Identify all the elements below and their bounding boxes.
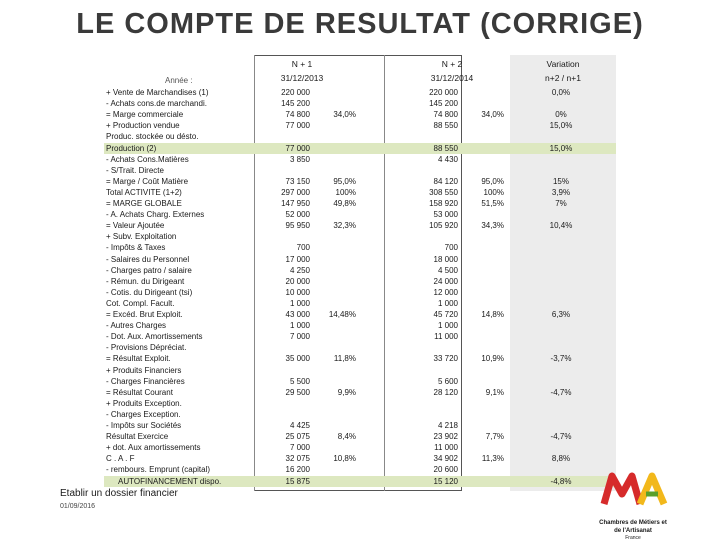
- table-row: [104, 398, 616, 409]
- table-row: [104, 165, 616, 176]
- cell-p2: 51,5%: [481, 199, 504, 208]
- cell-label: - Achats cons.de marchandi.: [106, 99, 207, 109]
- cell-label: Produc. stockée ou désto.: [106, 132, 199, 142]
- cell-label: Production (2): [106, 143, 157, 153]
- table-row: [104, 120, 616, 131]
- cell-vr: 15,0%: [549, 121, 573, 131]
- cell-p2: 34,0%: [481, 110, 504, 120]
- cell-p1: 10,8%: [333, 454, 356, 464]
- cell-v1: 32 075: [285, 454, 310, 464]
- cell-v1: 1 000: [289, 298, 310, 308]
- cell-v1: 16 200: [285, 465, 310, 475]
- header-variation: Variation: [546, 59, 580, 69]
- table-row: [104, 287, 616, 298]
- cell-p1: 11,8%: [333, 354, 356, 364]
- table-row: [104, 220, 616, 231]
- table-row: [104, 298, 616, 309]
- cell-p1: 9,9%: [337, 387, 356, 397]
- table-row: [104, 420, 616, 431]
- table-row: [104, 320, 616, 331]
- table-row: [104, 387, 616, 398]
- cell-label: - Rémun. du Dirigeant: [106, 276, 185, 286]
- cell-label: - Achats Cons.Matières: [106, 154, 189, 164]
- cell-v1: 1 000: [289, 321, 310, 331]
- header-n1: N + 1: [291, 59, 313, 69]
- cell-label: = Résultat Courant: [106, 387, 173, 397]
- table-row: [104, 331, 616, 342]
- cell-vr: 6,3%: [551, 310, 571, 319]
- cell-label: = MARGE GLOBALE: [106, 199, 182, 208]
- cell-label: + Subv. Exploitation: [106, 232, 177, 242]
- cell-v2: 5 600: [437, 376, 458, 386]
- cell-v2: 33 720: [433, 354, 458, 364]
- cell-label: = Marge / Coût Matière: [106, 176, 189, 186]
- cell-vr: -4,7%: [550, 432, 572, 442]
- cell-label: - A. Achats Charg. Externes: [106, 210, 205, 220]
- table-row: [104, 209, 616, 220]
- cell-label: - Charges patro / salaire: [106, 265, 192, 275]
- cell-v1: 29 500: [285, 387, 310, 397]
- cell-v2: 4 430: [437, 154, 458, 164]
- cell-v2: 308 550: [429, 187, 458, 197]
- cell-v2: 45 720: [433, 310, 458, 319]
- cell-v2: 28 120: [433, 387, 458, 397]
- cell-p2: 95,0%: [481, 176, 504, 186]
- cell-v1: 3 850: [289, 154, 310, 164]
- table-row: [104, 254, 616, 265]
- table-row: [104, 276, 616, 287]
- cell-v2: 1 000: [437, 321, 458, 331]
- header-date-2: 31/12/2014: [430, 73, 474, 83]
- cell-v1: 25 075: [285, 432, 310, 442]
- cell-v1: 15 875: [285, 476, 310, 486]
- cell-v2: 34 902: [433, 454, 458, 464]
- cell-vr: 15,0%: [549, 143, 573, 153]
- cell-p1: 34,0%: [333, 110, 356, 120]
- cell-v2: 15 120: [433, 476, 458, 486]
- cell-p1: 14,48%: [328, 310, 356, 319]
- cell-p2: 100%: [483, 187, 504, 197]
- cell-v2: 53 000: [433, 210, 458, 220]
- cell-p2: 7,7%: [485, 432, 504, 442]
- table-row: [104, 154, 616, 165]
- table-row: [104, 453, 616, 464]
- cell-v1: 220 000: [281, 88, 310, 97]
- header-n2: N + 2: [441, 59, 463, 69]
- cell-label: - S/Trait. Directe: [106, 165, 164, 175]
- cell-vr: 7%: [555, 199, 567, 208]
- logo-m-shape: [604, 476, 640, 504]
- cell-v1: 147 950: [281, 199, 310, 208]
- table-row: [104, 87, 616, 98]
- logo-caption: Chambres de Métiers et de l'Artisanat: [599, 520, 667, 534]
- cell-v1: 5 500: [289, 376, 310, 386]
- cell-p1: 100%: [335, 187, 356, 197]
- cell-label: = Valeur Ajoutée: [106, 221, 165, 231]
- cell-label: C . A . F: [106, 454, 135, 464]
- cell-v2: 74 800: [433, 110, 458, 120]
- cell-v1: 17 000: [285, 254, 310, 264]
- cell-v2: 23 902: [433, 432, 458, 442]
- logo-sub: France: [625, 535, 641, 541]
- cell-label: AUTOFINANCEMENT dispo.: [118, 476, 222, 486]
- cell-v2: 84 120: [433, 176, 458, 186]
- cell-v1: 74 800: [285, 110, 310, 120]
- cell-label: Cot. Compl. Facult.: [106, 298, 175, 308]
- cell-v1: 7 000: [289, 332, 310, 342]
- cell-label: Total ACTIVITE (1+2): [106, 187, 182, 197]
- cell-p1: 32,3%: [333, 221, 356, 231]
- table-row: [104, 476, 616, 487]
- table-row: [104, 376, 616, 387]
- cell-v1: 700: [296, 243, 310, 253]
- cell-p2: 9,1%: [485, 387, 504, 397]
- cell-label: = Marge commerciale: [106, 110, 184, 120]
- table-row: [104, 309, 616, 320]
- cell-v1: 4 425: [289, 421, 310, 430]
- table-row: [104, 131, 616, 142]
- cell-v1: 43 000: [285, 310, 310, 319]
- cell-vr: -4,8%: [550, 476, 572, 486]
- cell-v1: 77 000: [285, 121, 310, 131]
- cell-v1: 95 950: [285, 221, 310, 231]
- cell-label: - Autres Charges: [106, 321, 167, 331]
- cell-label: + Produits Financiers: [106, 365, 182, 375]
- cell-v2: 12 000: [433, 287, 458, 297]
- cell-label: - Cotis. du Dirigeant (tsi): [106, 287, 193, 297]
- cell-label: - Dot. Aux. Amortissements: [106, 332, 203, 342]
- cell-v1: 77 000: [285, 143, 310, 153]
- cell-p2: 10,9%: [481, 354, 504, 364]
- cell-label: - Charges Financières: [106, 376, 185, 386]
- cell-vr: 8,8%: [551, 454, 571, 464]
- cell-label: - Impôts sur Sociétés: [106, 421, 182, 430]
- cell-vr: -3,7%: [550, 354, 572, 364]
- table-row: [104, 109, 616, 120]
- cell-v1: 73 150: [285, 176, 310, 186]
- page-title: LE COMPTE DE RESULTAT (CORRIGE): [76, 8, 644, 40]
- table-row: [104, 176, 616, 187]
- cell-v1: 297 000: [281, 187, 310, 197]
- cell-p1: 8,4%: [337, 432, 356, 442]
- cell-label: + Produits Exception.: [106, 398, 182, 408]
- cell-v1: 35 000: [285, 354, 310, 364]
- cell-p2: 34,3%: [481, 221, 504, 231]
- cell-label: - rembours. Emprunt (capital): [106, 465, 211, 475]
- cell-v2: 105 920: [429, 221, 458, 231]
- cell-v2: 1 000: [437, 298, 458, 308]
- table-row: [104, 442, 616, 453]
- cell-v1: 145 200: [281, 99, 310, 109]
- cell-v2: 88 550: [433, 143, 458, 153]
- cell-v2: 4 500: [437, 265, 458, 275]
- cell-v2: 18 000: [433, 254, 458, 264]
- footer-date: 01/09/2016: [60, 503, 96, 510]
- cell-label: Résultat Exercice: [106, 432, 169, 442]
- cell-v2: 145 200: [429, 99, 458, 109]
- cell-label: = Excéd. Brut Exploit.: [106, 310, 183, 319]
- cma-logo: [596, 464, 670, 540]
- cell-vr: 0,0%: [551, 88, 571, 97]
- table-row: [104, 187, 616, 198]
- table-row: [104, 431, 616, 442]
- table-row: [104, 342, 616, 353]
- income-statement-table: [104, 55, 612, 491]
- cell-p2: 11,3%: [481, 454, 504, 464]
- logo-a-shape: [640, 476, 664, 504]
- table-row: [104, 464, 616, 475]
- table-row: [104, 365, 616, 376]
- cell-label: + Vente de Marchandises (1): [106, 88, 209, 97]
- cell-label: - Impôts & Taxes: [106, 243, 166, 253]
- cell-v2: 24 000: [433, 276, 458, 286]
- table-row: [104, 198, 616, 209]
- cell-label: - Provisions Dépréciat.: [106, 343, 187, 353]
- table-row: [104, 409, 616, 420]
- cma-logo-mark: [596, 464, 670, 514]
- header-var-formula: n+2 / n+1: [545, 73, 581, 83]
- table-row: [104, 98, 616, 109]
- cell-v1: 20 000: [285, 276, 310, 286]
- cell-v2: 11 000: [434, 443, 458, 453]
- cell-label: - Salaires du Personnel: [106, 254, 190, 264]
- cell-v2: 11 000: [434, 332, 458, 342]
- cell-p2: 14,8%: [481, 310, 504, 319]
- cell-v2: 4 218: [437, 421, 458, 430]
- cell-v2: 220 000: [429, 88, 458, 97]
- cell-v1: 52 000: [285, 210, 310, 220]
- header-date-1: 31/12/2013: [280, 73, 324, 83]
- table-row: [104, 143, 616, 154]
- cell-v2: 700: [444, 243, 458, 253]
- table-row: [104, 265, 616, 276]
- cell-v2: 20 600: [433, 465, 458, 475]
- table-row: [104, 353, 616, 364]
- cell-v1: 10 000: [285, 287, 310, 297]
- cell-label: - Charges Exception.: [106, 409, 181, 419]
- cell-label: + dot. Aux amortissements: [106, 443, 201, 453]
- cell-v1: 7 000: [289, 443, 310, 453]
- table-row: [104, 231, 616, 242]
- cell-vr: 10,4%: [549, 221, 573, 231]
- cell-v2: 158 920: [429, 199, 458, 208]
- cell-vr: 15%: [552, 176, 569, 186]
- cell-v1: 4 250: [289, 265, 310, 275]
- table-row: [104, 242, 616, 253]
- cell-vr: -4,7%: [550, 387, 572, 397]
- cell-label: + Production vendue: [106, 121, 180, 131]
- cell-label: = Résultat Exploit.: [106, 354, 171, 364]
- cell-p1: 49,8%: [333, 199, 356, 208]
- cell-vr: 3,9%: [551, 187, 571, 197]
- cell-v2: 88 550: [433, 121, 458, 131]
- cell-p1: 95,0%: [333, 176, 356, 186]
- footer-text: Etablir un dossier financier: [60, 488, 178, 499]
- cell-vr: 0%: [555, 110, 567, 120]
- year-label: Année :: [165, 76, 193, 85]
